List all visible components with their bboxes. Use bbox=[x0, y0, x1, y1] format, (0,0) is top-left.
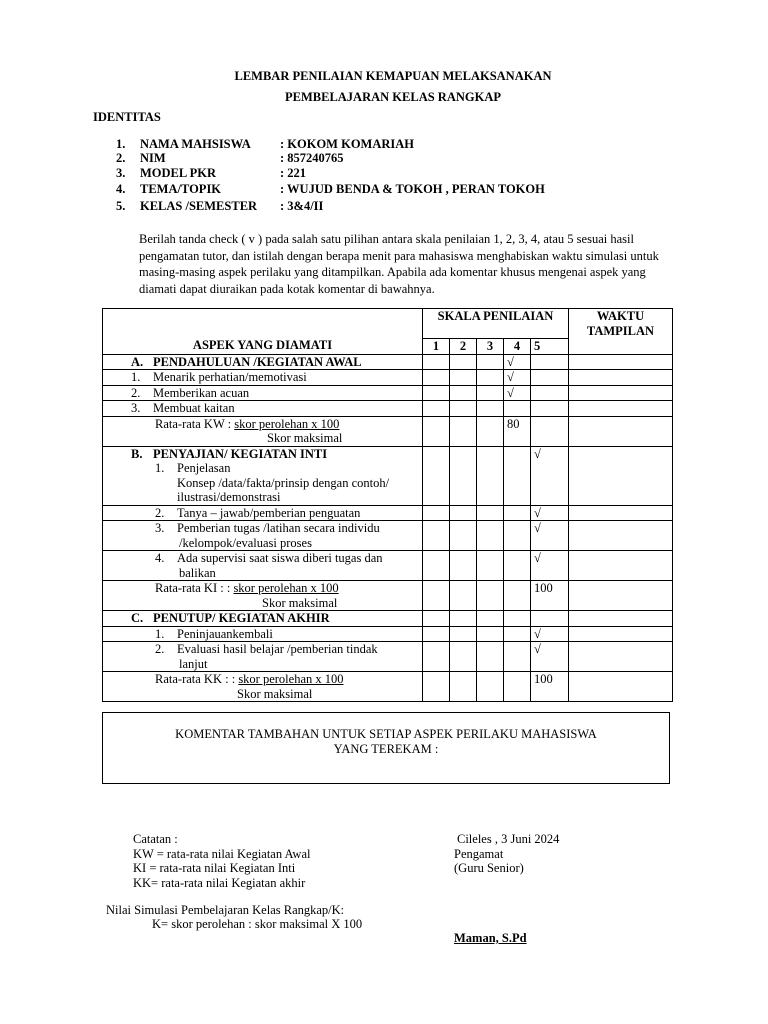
scale-4: 4 bbox=[504, 339, 531, 355]
table-row bbox=[103, 521, 673, 551]
identitas-label: MODEL PKR bbox=[140, 166, 217, 180]
section-a-item-3: 3. Membuat kaitan bbox=[103, 401, 423, 417]
section-b-average: Rata-rata KI : : skor perolehan x 100 Skor maksimal bbox=[103, 581, 423, 611]
signature-role-detail: (Guru Senior) bbox=[454, 861, 524, 875]
catatan-heading: Catatan : bbox=[133, 832, 178, 846]
check-mark: √ bbox=[531, 642, 569, 672]
section-b-item-3: 3. Pemberian tugas /latihan secara individu /kelompok/evaluasi proses bbox=[103, 521, 423, 551]
section-b-block-1: B. PENYAJIAN/ KEGIATAN INTI 1. Penjelasan Konsep /data/fakta/prinsip dengan contoh/ ilustrasi/demonstrasi bbox=[103, 446, 423, 505]
header-aspek: ASPEK YANG DIAMATI bbox=[103, 309, 423, 355]
table-row bbox=[103, 642, 673, 672]
section-a-item-2: 2. Memberikan acuan bbox=[103, 385, 423, 401]
identitas-value: : KOKOM KOMARIAH bbox=[280, 137, 415, 151]
section-c-average: Rata-rata KK : : skor perolehan x 100 Skor maksimal bbox=[103, 672, 423, 702]
header-skala bbox=[423, 309, 569, 339]
section-b-item-2: 2. Tanya – jawab/pemberian penguatan bbox=[103, 505, 423, 521]
signature-name: Maman, S.Pd bbox=[454, 931, 527, 945]
table-row bbox=[103, 505, 673, 521]
check-mark: √ bbox=[531, 521, 569, 551]
identitas-value: : 221 bbox=[280, 166, 307, 180]
table-row bbox=[103, 446, 673, 505]
section-a-item-1: 1. Menarik perhatian/memotivasi bbox=[103, 370, 423, 386]
table-row bbox=[103, 581, 673, 611]
table-row bbox=[103, 370, 673, 386]
identitas-heading: IDENTITAS bbox=[93, 110, 161, 124]
scale-2: 2 bbox=[450, 339, 477, 355]
identitas-row bbox=[116, 182, 545, 197]
identitas-value: : WUJUD BENDA & TOKOH , PERAN TOKOH bbox=[280, 182, 545, 196]
scale-3: 3 bbox=[477, 339, 504, 355]
instruction-paragraph: Berilah tanda check ( v ) pada salah satu pilihan antara skala penilaian 1, 2, 3, 4, atau 5 sesuai hasil pengamatan tutor, dan istilah dengan berapa menit para mahasiswa menghabiskan waktu simulasi untuk masing-masing aspek perilaku yang ditampilkan. Apabila ada komentar khusus mengenai aspek yang diamati dapat diuraikan pada kotak komentar di bawahnya. bbox=[139, 232, 659, 296]
section-a-title: A. PENDAHULUAN /KEGIATAN AWAL bbox=[103, 354, 423, 370]
section-c-item-1: 1. Peninjauankembali bbox=[103, 626, 423, 642]
table-row bbox=[103, 626, 673, 642]
scale-1: 1 bbox=[423, 339, 450, 355]
document-title-line1: LEMBAR PENILAIAN KEMAPUAN MELAKSANAKAN bbox=[234, 69, 552, 83]
section-a-average: Rata-rata KW : skor perolehan x 100 Skor maksimal bbox=[103, 416, 423, 446]
table-row bbox=[103, 385, 673, 401]
identitas-label: NAMA MAHSISWA bbox=[140, 137, 251, 151]
identitas-label: TEMA/TOPIK bbox=[140, 182, 222, 196]
catatan-line: KW = rata-rata nilai Kegiatan Awal bbox=[133, 847, 311, 861]
identitas-num: 1. bbox=[116, 137, 126, 151]
check-mark: √ bbox=[504, 370, 531, 386]
signature-place-date: Cileles , 3 Juni 2024 bbox=[457, 832, 560, 846]
identitas-row bbox=[116, 137, 414, 152]
identitas-label: NIM bbox=[140, 151, 166, 165]
identitas-num: 5. bbox=[116, 199, 126, 213]
table-row bbox=[103, 416, 673, 446]
table-row bbox=[103, 672, 673, 702]
table-row bbox=[103, 611, 673, 627]
average-value-ki: 100 bbox=[531, 581, 569, 611]
assessment-table bbox=[102, 308, 673, 702]
scale-5: 5 bbox=[531, 339, 569, 355]
signature-role: Pengamat bbox=[454, 847, 504, 861]
section-b-item-4: 4. Ada supervisi saat siswa diberi tugas dan balikan bbox=[103, 551, 423, 581]
identitas-num: 4. bbox=[116, 182, 126, 196]
identitas-row bbox=[116, 151, 344, 166]
check-mark: √ bbox=[531, 551, 569, 581]
check-mark: √ bbox=[531, 626, 569, 642]
average-value-kw: 80 bbox=[504, 416, 531, 446]
catatan-line: KI = rata-rata nilai Kegiatan Inti bbox=[133, 861, 296, 875]
identitas-value: : 857240765 bbox=[280, 151, 344, 165]
document-title-line2: PEMBELAJARAN KELAS RANGKAP bbox=[285, 90, 501, 104]
catatan-line: KK= rata-rata nilai Kegiatan akhir bbox=[133, 876, 306, 890]
section-c-item-2: 2. Evaluasi hasil belajar /pemberian tindak lanjut bbox=[103, 642, 423, 672]
identitas-label: KELAS /SEMESTER bbox=[140, 199, 258, 213]
komentar-box bbox=[102, 712, 670, 784]
nilai-line1: Nilai Simulasi Pembelajaran Kelas Rangkap/K: bbox=[106, 903, 345, 917]
table-row bbox=[103, 551, 673, 581]
identitas-num: 3. bbox=[116, 166, 126, 180]
average-value-kk: 100 bbox=[531, 672, 569, 702]
identitas-row bbox=[116, 199, 323, 214]
identitas-row bbox=[116, 166, 306, 181]
check-mark: √ bbox=[504, 354, 531, 370]
section-c-title: C. PENUTUP/ KEGIATAN AKHIR bbox=[103, 611, 423, 627]
identitas-num: 2. bbox=[116, 151, 126, 165]
check-mark: √ bbox=[531, 446, 569, 505]
table-row bbox=[103, 354, 673, 370]
identitas-value: : 3&4/II bbox=[280, 199, 324, 213]
header-skala-label: SKALA PENILAIAN bbox=[437, 309, 554, 323]
komentar-label: KOMENTAR TAMBAHAN UNTUK SETIAP ASPEK PERILAKU MAHASISWA YANG TEREKAM : bbox=[175, 727, 597, 756]
header-waktu: WAKTU TAMPILAN bbox=[569, 309, 673, 355]
nilai-line2: K= skor perolehan : skor maksimal X 100 bbox=[152, 917, 363, 931]
check-mark: √ bbox=[531, 505, 569, 521]
check-mark: √ bbox=[504, 385, 531, 401]
table-row bbox=[103, 401, 673, 417]
